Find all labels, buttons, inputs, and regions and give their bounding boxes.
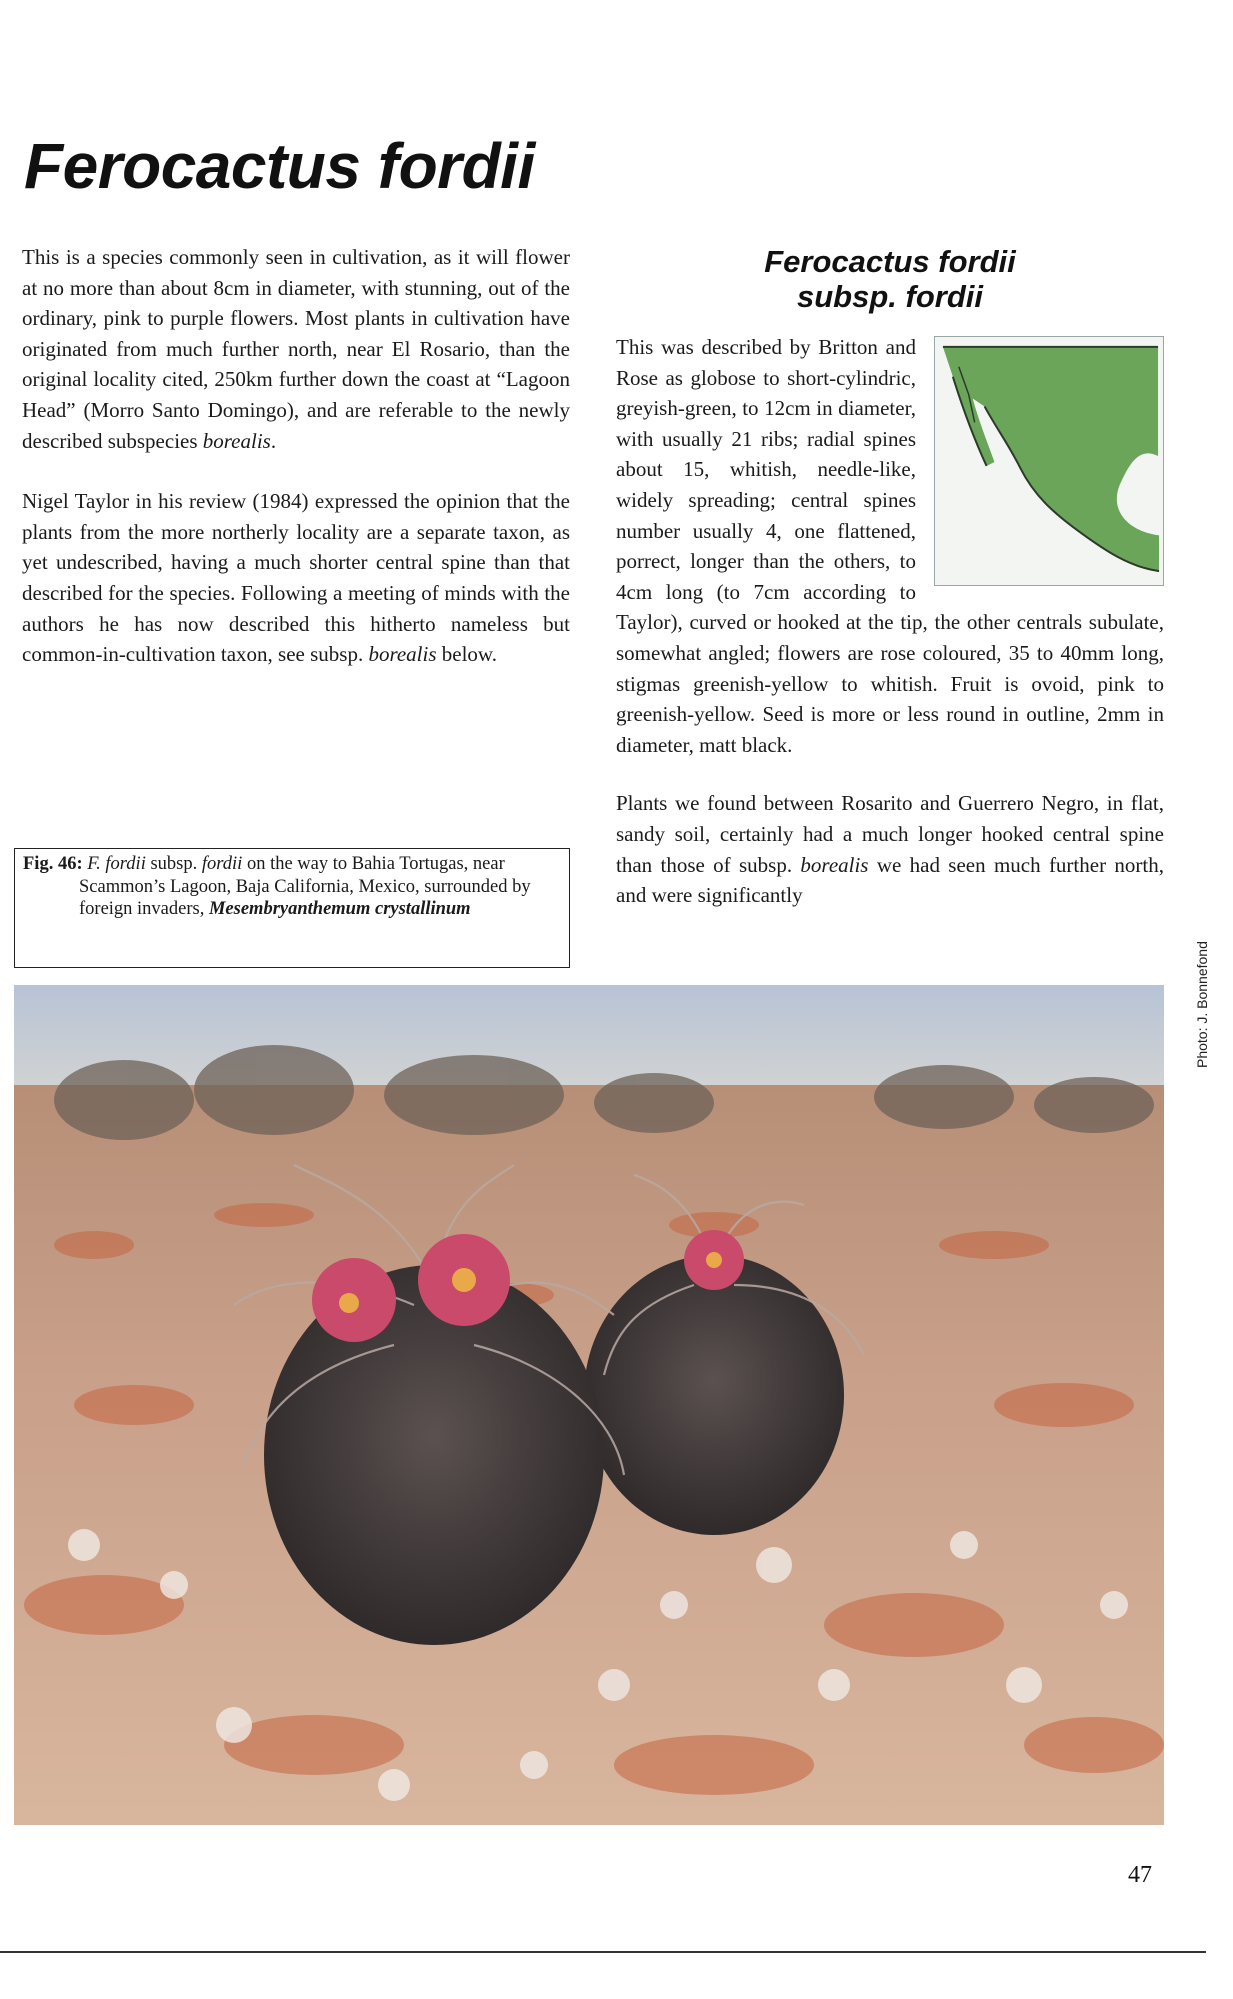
cactus-photo-graphic bbox=[14, 985, 1164, 1825]
mexico-map-graphic bbox=[935, 337, 1163, 585]
subspecies-paragraph-2: Plants we found between Rosarito and Guerrero Negro, in flat, sandy soil, certainly had a much longer hooked central spine than those of subsp. borealis we had seen much further north, and were significantly bbox=[616, 791, 1164, 908]
photo-credit: Photo: J. Bonnefond bbox=[1194, 941, 1210, 1068]
figure-caption: Fig. 46: F. fordii subsp. fordii on the way to Bahia Tortugas, near Scammon’s Lagoon, Baja California, Mexico, surrounded by foreign invaders, Mesembryanthemum crystallinum bbox=[14, 848, 570, 968]
figure-label: Fig. 46: bbox=[23, 854, 83, 874]
subspecies-paragraph-1: This was described by Britton and Rose as globose to short-cylindric, greyish-green, to 12cm in diameter, with usually 21 ribs; radial spines about 15, whitish, needle-like, widely spreading; central spines number usually 4, one flattened, porrect, longer than the others, to 4cm long (to 7cm according to Taylor), curved or hooked at the tip, the other centrals subulate, somewhat angled; flowers are rose coloured, 35 to 40mm long, stigmas greenish-yellow to whitish. Fruit is ovoid, pink to greenish-yellow. Seed is more or less round in outline, 2mm in diameter, matt black. bbox=[616, 335, 1164, 757]
subspecies-column bbox=[616, 244, 1164, 911]
cactus-photo bbox=[14, 985, 1164, 1825]
intro-column bbox=[22, 242, 570, 670]
page-title: Ferocactus fordii bbox=[24, 130, 535, 202]
page-number: 47 bbox=[1128, 1862, 1152, 1888]
intro-paragraph-1: This is a species commonly seen in cultivation, as it will flower at no more than about 8cm in diameter, with stunning, out of the ordinary, pink to purple flowers. Most plants in cultivation have originated from much further north, near El Rosario, than the original locality cited, 250km further down the coast at “Lagoon Head” (Morro Santo Domingo), and are referable to the newly described subspecies borealis. bbox=[22, 245, 570, 453]
intro-paragraph-2: Nigel Taylor in his review (1984) expressed the opinion that the plants from the more northerly locality are a separate taxon, as yet undescribed, having a much shorter central spine than that described for the species. Following a meeting of minds with the authors he has now described this hitherto nameless but common-in-cultivation taxon, see subsp. borealis below. bbox=[22, 489, 570, 667]
subspecies-heading: Ferocactus fordii subsp. fordii bbox=[764, 244, 1016, 314]
distribution-map bbox=[934, 336, 1164, 586]
footer-rule bbox=[0, 1951, 1206, 1953]
